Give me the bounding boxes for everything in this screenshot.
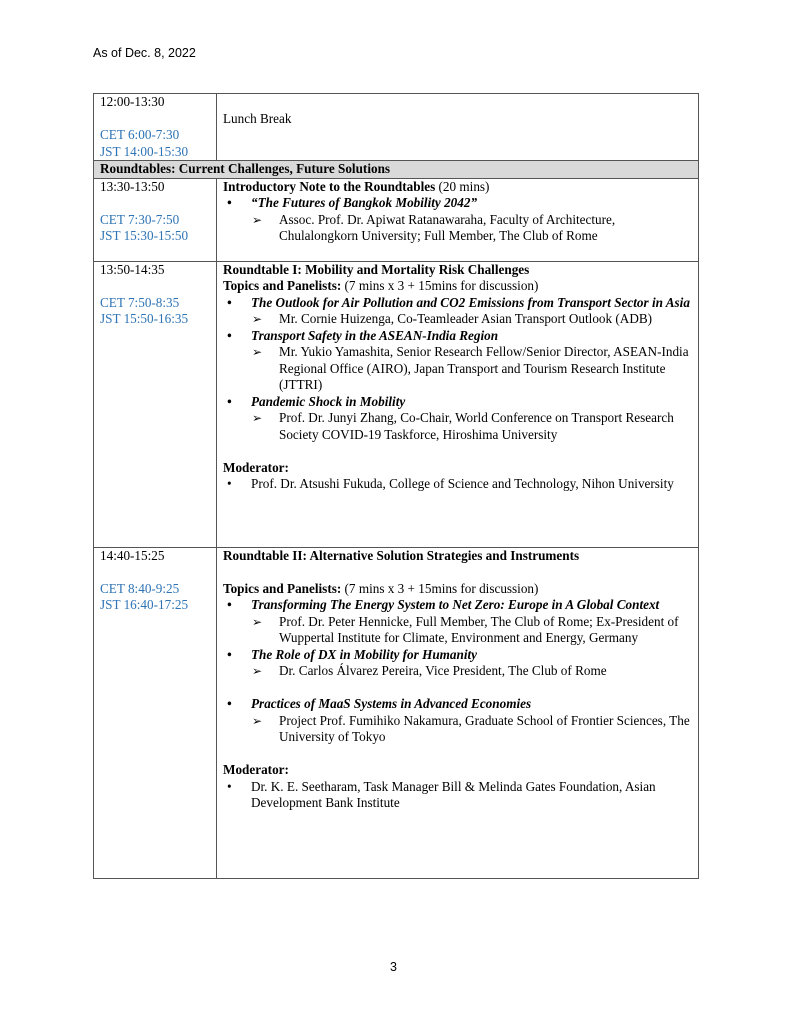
session-duration: (20 mins) — [435, 178, 490, 194]
as-of-date: As of Dec. 8, 2022 — [93, 46, 196, 60]
time-range: 12:00-13:30 — [100, 94, 165, 109]
moderator: • Prof. Dr. Atsushi Fukuda, College of Science and Technology, Nihon University — [223, 476, 692, 493]
speaker: ➢ Dr. Carlos Álvarez Pereira, Vice President, The Club of Rome — [223, 663, 692, 680]
content-cell — [217, 261, 699, 547]
moderator: • Dr. K. E. Seetharam, Task Manager Bill & Melinda Gates Foundation, Asian Development Bank Institute — [223, 779, 692, 812]
time-range: 14:40-15:25 — [100, 547, 165, 563]
section-title: Roundtables: Current Challenges, Future Solutions — [94, 161, 699, 179]
topics-detail: (7 mins x 3 + 15mins for discussion) — [341, 278, 539, 293]
cet-time: CET 6:00-7:30 — [100, 127, 180, 142]
cet-time: CET 7:50-8:35 — [100, 294, 180, 310]
speaker: ➢ Project Prof. Fumihiko Nakamura, Graduate School of Frontier Sciences, The University of Tokyo — [223, 713, 692, 746]
speaker: ➢ Assoc. Prof. Dr. Apiwat Ratanawaraha, Faculty of Architecture, Chulalongkorn University; Full Member, The Club of Rome — [223, 212, 692, 245]
page-number: 3 — [390, 960, 397, 974]
topics-label: Topics and Panelists: — [223, 278, 342, 293]
time-cell — [94, 178, 217, 261]
agenda-row-lunch — [94, 94, 699, 161]
time-cell — [94, 261, 217, 547]
topic-title: • The Role of DX in Mobility for Humanity — [223, 647, 692, 664]
talk-title: • “The Futures of Bangkok Mobility 2042” — [223, 195, 692, 212]
agenda-table — [93, 93, 699, 879]
jst-time: JST 15:30-15:50 — [100, 228, 189, 243]
jst-time: JST 14:00-15:30 — [100, 143, 189, 159]
jst-time: JST 15:50-16:35 — [100, 311, 189, 326]
time-cell — [94, 547, 217, 878]
topics-detail: (7 mins x 3 + 15mins for discussion) — [341, 580, 539, 596]
time-range: 13:50-14:35 — [100, 261, 165, 277]
topic-title: • The Outlook for Air Pollution and CO2 Emissions from Transport Sector in Asia — [223, 295, 692, 312]
topic-title: • Practices of MaaS Systems in Advanced Economies — [223, 696, 692, 713]
topic-title: • Pandemic Shock in Mobility — [223, 394, 692, 411]
content-cell — [217, 94, 699, 161]
session-title: Roundtable I: Mobility and Mortality Risk Challenges — [223, 261, 530, 277]
speaker: ➢ Prof. Dr. Peter Hennicke, Full Member, The Club of Rome; Ex-President of Wuppertal Institute for Climate, Environment and Energy, Germany — [223, 614, 692, 647]
speaker: ➢ Mr. Yukio Yamashita, Senior Research Fellow/Senior Director, ASEAN-India Regional Office (AIRO), Japan Transport and Tourism Research Institute (JTTRI) — [223, 344, 692, 394]
topic-title: • Transport Safety in the ASEAN-India Region — [223, 328, 692, 345]
cet-time: CET 8:40-9:25 — [100, 580, 180, 596]
moderator-label: Moderator: — [223, 762, 289, 777]
topics-label: Topics and Panelists: — [223, 580, 342, 596]
moderator-label: Moderator: — [223, 459, 289, 475]
content-cell — [217, 547, 699, 878]
content-cell — [217, 178, 699, 261]
speaker: ➢ Prof. Dr. Junyi Zhang, Co-Chair, World Conference on Transport Research Society COVID-19 Taskforce, Hiroshima University — [223, 410, 692, 443]
session-title: Lunch Break — [223, 110, 292, 126]
topic-title: • Transforming The Energy System to Net Zero: Europe in A Global Context — [223, 597, 692, 614]
session-title: Introductory Note to the Roundtables — [223, 178, 436, 194]
time-cell — [94, 94, 217, 161]
jst-time: JST 16:40-17:25 — [100, 597, 189, 612]
section-header-row — [94, 161, 699, 179]
time-range: 13:30-13:50 — [100, 178, 165, 194]
agenda-row-intro — [94, 178, 699, 261]
cet-time: CET 7:30-7:50 — [100, 211, 180, 227]
session-subtitle: : Alternative Solution Strategies and Instruments — [302, 547, 580, 563]
agenda-row-roundtable-1 — [94, 261, 699, 547]
session-title: Roundtable II — [223, 547, 303, 563]
agenda-row-roundtable-2 — [94, 547, 699, 878]
speaker: ➢ Mr. Cornie Huizenga, Co-Teamleader Asian Transport Outlook (ADB) — [223, 311, 692, 328]
